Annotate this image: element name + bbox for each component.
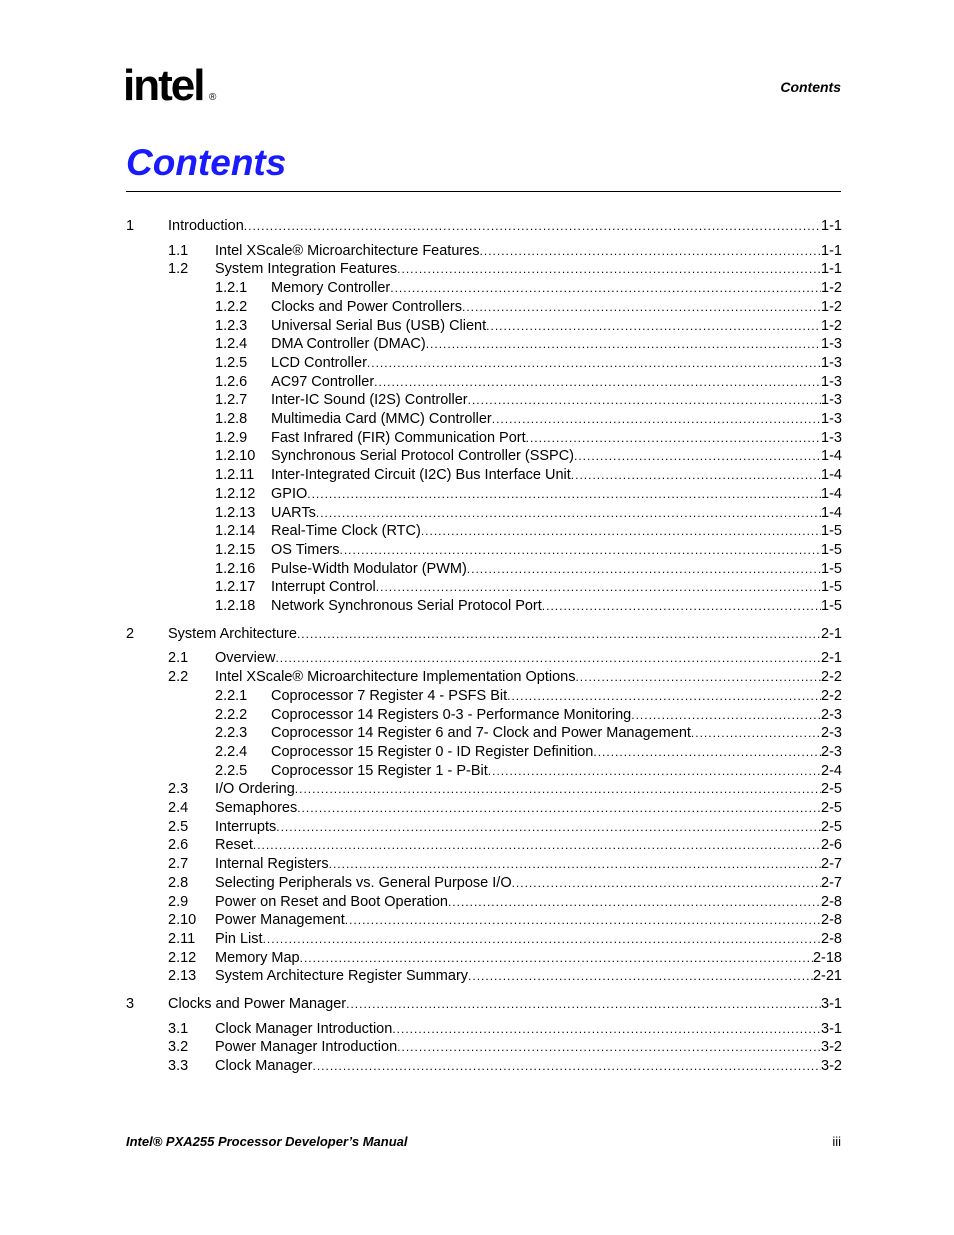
toc-entry: [271, 466, 842, 484]
toc-title: Intel XScale® Microarchitecture Features: [215, 242, 480, 259]
logo-registered-mark: ®: [209, 92, 217, 103]
toc-row[interactable]: [0, 799, 954, 817]
toc-title: Selecting Peripherals vs. General Purpose I/O: [215, 874, 512, 891]
toc-leader-dots: [421, 522, 821, 540]
toc-page-number: 3-2: [821, 1058, 842, 1075]
toc-title: Coprocessor 14 Register 6 and 7- Clock and Power Management: [271, 725, 691, 742]
toc-title: Introduction: [168, 218, 244, 234]
toc-section-number: 1.2.7: [215, 392, 248, 409]
toc-leader-dots: [462, 298, 821, 316]
toc-title: Interrupt Control: [271, 579, 376, 596]
toc-row[interactable]: [0, 541, 954, 559]
toc-row[interactable]: [0, 930, 954, 948]
toc-entry: [271, 485, 842, 503]
toc-entry: [215, 780, 842, 798]
toc-page-number: 1-2: [821, 280, 842, 297]
toc-title: Interrupts: [215, 818, 277, 835]
toc-page-number: 1-5: [821, 541, 842, 558]
toc-row[interactable]: [0, 893, 954, 911]
toc-page-number: 1-2: [821, 298, 842, 315]
toc-section-number: 2.2.3: [215, 725, 248, 742]
toc-entry: [215, 855, 842, 873]
toc-entry: [215, 649, 842, 667]
toc-entry: [271, 541, 842, 559]
toc-row[interactable]: [0, 1057, 954, 1075]
toc-title: Pulse-Width Modulator (PWM): [271, 560, 467, 577]
toc-page-number: 2-5: [821, 781, 842, 798]
toc-title: GPIO: [271, 485, 308, 502]
toc-page-number: 2-5: [821, 800, 842, 816]
toc-section-number: 2.2.5: [215, 762, 248, 779]
toc-entry: [271, 560, 842, 578]
toc-section-number: 2.9: [168, 893, 189, 910]
toc-entry: [271, 687, 842, 705]
toc-entry: [271, 597, 842, 615]
toc-entry: [271, 410, 842, 428]
toc-leader-dots: [329, 855, 821, 873]
toc-leader-dots: [390, 279, 821, 297]
toc-row[interactable]: [0, 780, 954, 798]
toc-title: Inter-Integrated Circuit (I2C) Bus Interface Unit: [271, 467, 571, 484]
toc-leader-dots: [571, 466, 821, 484]
toc-entry: [271, 504, 842, 522]
toc-leader-dots: [397, 260, 821, 278]
toc-page-number: 1-3: [821, 373, 842, 390]
toc-entry: [215, 1038, 842, 1056]
toc-section-number: 2.1: [168, 650, 189, 667]
toc-title: Coprocessor 15 Register 1 - P-Bit: [271, 762, 488, 779]
toc-leader-dots: [593, 743, 821, 761]
toc-entry: [215, 1020, 842, 1038]
toc-title: Synchronous Serial Protocol Controller (SSPC): [271, 448, 575, 465]
toc-section-number: 1.2.14: [215, 523, 256, 540]
toc-row[interactable]: [0, 298, 954, 316]
toc-entry: [215, 836, 842, 854]
toc-entry: [215, 930, 842, 948]
toc-entry: [215, 949, 842, 967]
toc-entry: [215, 818, 842, 836]
toc-section-number: 3.3: [168, 1058, 189, 1075]
page-title: Contents: [126, 142, 287, 183]
toc-title: Coprocessor 7 Register 4 - PSFS Bit: [271, 687, 508, 704]
toc-leader-dots: [526, 429, 821, 447]
toc-row[interactable]: [0, 1020, 954, 1038]
toc-row[interactable]: [0, 447, 954, 465]
toc-entry: [168, 995, 842, 1013]
toc-title: Power on Reset and Boot Operation: [215, 893, 448, 910]
toc-leader-dots: [467, 560, 821, 578]
toc-leader-dots: [345, 911, 821, 929]
toc-section-number: 1.2.9: [215, 429, 248, 446]
toc-row[interactable]: [0, 260, 954, 278]
toc-section-number: 2.2.2: [215, 706, 248, 723]
toc-row[interactable]: [0, 217, 954, 235]
toc-title: LCD Controller: [271, 354, 367, 371]
toc-page-number: 1-5: [821, 579, 842, 596]
toc-leader-dots: [691, 724, 821, 742]
toc-row[interactable]: [0, 724, 954, 742]
toc-section-number: 1.2.6: [215, 373, 248, 390]
toc-title: Fast Infrared (FIR) Communication Port: [271, 429, 526, 446]
toc-title: DMA Controller (DMAC): [271, 336, 426, 353]
toc-entry: [271, 743, 842, 761]
toc-leader-dots: [275, 649, 821, 667]
toc-row[interactable]: [0, 687, 954, 705]
toc-title: Multimedia Card (MMC) Controller: [271, 411, 492, 427]
toc-row[interactable]: [0, 373, 954, 391]
toc-entry: [271, 706, 842, 724]
toc-entry: [215, 260, 842, 278]
toc-section-number: 1.2.8: [215, 411, 248, 427]
toc-row[interactable]: [0, 855, 954, 873]
toc-leader-dots: [313, 1057, 822, 1075]
toc-row[interactable]: [0, 818, 954, 836]
toc-row[interactable]: [0, 485, 954, 503]
toc-row[interactable]: [0, 649, 954, 667]
toc-title: System Architecture Register Summary: [215, 968, 469, 985]
toc-section-number: 2.6: [168, 837, 189, 854]
toc-row[interactable]: [0, 522, 954, 540]
toc-page-number: 3-1: [821, 996, 842, 1012]
toc-row[interactable]: [0, 504, 954, 522]
toc-entry: [215, 911, 842, 929]
toc-title: Network Synchronous Serial Protocol Port: [271, 598, 542, 614]
toc-leader-dots: [480, 242, 821, 260]
toc-leader-dots: [448, 893, 821, 911]
toc-entry: [215, 799, 842, 817]
toc-section-number: 1.2: [168, 261, 189, 278]
toc-row[interactable]: [0, 911, 954, 929]
toc-page-number: 1-1: [821, 242, 842, 259]
toc-section-number: 1.1: [168, 242, 189, 259]
toc-leader-dots: [512, 874, 821, 892]
toc-row[interactable]: [0, 242, 954, 260]
toc-leader-dots: [339, 541, 821, 559]
toc-page-number: 1-5: [821, 560, 842, 577]
toc-title: Power Manager Introduction: [215, 1039, 398, 1056]
toc-entry: [215, 668, 842, 686]
toc-leader-dots: [367, 354, 821, 372]
toc-title: Internal Registers: [215, 856, 329, 873]
toc-entry: [271, 373, 842, 391]
toc-row[interactable]: [0, 317, 954, 335]
toc-title: Clocks and Power Controllers: [271, 298, 462, 315]
toc-entry: [271, 762, 842, 780]
toc-title: Real-Time Clock (RTC): [271, 523, 421, 540]
toc-section-number: 2.7: [168, 856, 189, 873]
toc-leader-dots: [276, 818, 821, 836]
toc-entry: [271, 429, 842, 447]
toc-section-number: 1: [126, 218, 135, 234]
toc-section-number: 1.2.12: [215, 485, 256, 502]
toc-title: System Architecture: [168, 625, 297, 642]
toc-section-number: 1.2.4: [215, 336, 248, 353]
toc-title: OS Timers: [271, 541, 340, 558]
toc-leader-dots: [295, 780, 821, 798]
running-header: Contents: [780, 79, 841, 95]
toc-page-number: 2-2: [821, 687, 842, 704]
toc-leader-dots: [574, 447, 821, 465]
toc-row[interactable]: [0, 279, 954, 297]
toc-entry: [168, 625, 842, 643]
toc-title: Pin List: [215, 930, 263, 947]
toc-section-number: 2.2.1: [215, 687, 248, 704]
toc-row[interactable]: [0, 429, 954, 447]
toc-section-number: 1.2.15: [215, 541, 256, 558]
toc-leader-dots: [426, 335, 821, 353]
toc-row[interactable]: [0, 743, 954, 761]
toc-title: Overview: [215, 650, 276, 667]
toc-row[interactable]: [0, 466, 954, 484]
footer-manual-title: Intel® PXA255 Processor Developer’s Manual: [126, 1134, 408, 1149]
toc-section-number: 2.13: [168, 968, 197, 985]
toc-leader-dots: [507, 687, 821, 705]
toc-page-number: 1-2: [821, 317, 842, 334]
toc-entry: [168, 217, 842, 235]
toc-entry: [271, 447, 842, 465]
toc-page-number: 1-4: [821, 467, 842, 484]
toc-title: Memory Controller: [271, 280, 391, 297]
toc-section-number: 1.2.16: [215, 560, 256, 577]
toc-section-number: 2.8: [168, 874, 189, 891]
toc-leader-dots: [346, 995, 821, 1013]
toc-entry: [271, 317, 842, 335]
toc-row[interactable]: [0, 335, 954, 353]
toc-leader-dots: [397, 1038, 821, 1056]
toc-entry: [271, 354, 842, 372]
toc-leader-dots: [376, 578, 821, 596]
toc-leader-dots: [575, 668, 821, 686]
toc-leader-dots: [392, 1020, 821, 1038]
toc-section-number: 3.1: [168, 1020, 189, 1037]
toc-page-number: 2-3: [821, 725, 842, 742]
toc-page-number: 2-5: [821, 818, 842, 835]
toc-title: Intel XScale® Microarchitecture Implementation Options: [215, 669, 576, 686]
toc-entry: [215, 874, 842, 892]
toc-section-number: 2.3: [168, 781, 189, 798]
toc-page-number: 2-6: [821, 837, 842, 854]
toc-section-number: 1.2.13: [215, 504, 256, 521]
toc-leader-dots: [297, 625, 821, 643]
toc-page-number: 2-3: [821, 743, 842, 760]
toc-title: UARTs: [271, 504, 316, 521]
toc-leader-dots: [492, 410, 821, 428]
toc-section-number: 1.2.5: [215, 354, 248, 371]
toc-title: AC97 Controller: [271, 373, 375, 390]
toc-row[interactable]: [0, 836, 954, 854]
toc-section-number: 3.2: [168, 1039, 189, 1056]
toc-row[interactable]: [0, 391, 954, 409]
logo-wordmark: intel: [123, 61, 204, 110]
toc-page-number: 2-18: [812, 949, 842, 966]
toc-row[interactable]: [0, 354, 954, 372]
toc-row[interactable]: [0, 995, 954, 1013]
toc-entry: [215, 1057, 842, 1075]
toc-page-number: 1-5: [821, 523, 842, 540]
toc-page-number: 2-7: [821, 856, 842, 873]
toc-row[interactable]: [0, 410, 954, 428]
toc-page-number: 3-1: [821, 1020, 842, 1037]
toc-leader-dots: [631, 706, 821, 724]
toc-leader-dots: [297, 799, 821, 817]
toc-title: Inter-IC Sound (I2S) Controller: [271, 392, 468, 409]
toc-title: System Integration Features: [215, 261, 398, 278]
toc-title: Power Management: [215, 912, 345, 929]
toc-entry: [271, 279, 842, 297]
toc-row[interactable]: [0, 762, 954, 780]
toc-row[interactable]: [0, 578, 954, 596]
toc-section-number: 2.11: [168, 930, 196, 947]
toc-entry: [271, 298, 842, 316]
toc-row[interactable]: [0, 874, 954, 892]
toc-title: Clock Manager Introduction: [215, 1020, 393, 1037]
toc-entry: [271, 724, 842, 742]
footer-page-number: iii: [832, 1134, 841, 1149]
toc-page-number: 1-4: [821, 504, 842, 521]
toc-leader-dots: [307, 485, 821, 503]
toc-page-number: 2-7: [821, 874, 842, 891]
toc-section-number: 2.10: [168, 912, 197, 929]
toc-title: Reset: [215, 837, 253, 854]
toc-section-number: 3: [126, 996, 135, 1012]
toc-leader-dots: [244, 217, 821, 235]
toc-page-number: 2-4: [821, 762, 842, 779]
toc-row[interactable]: [0, 949, 954, 967]
toc-section-number: 2.2: [168, 669, 189, 686]
toc-leader-dots: [486, 317, 821, 335]
toc-row[interactable]: [0, 668, 954, 686]
toc-section-number: 2.5: [168, 818, 189, 835]
toc-page-number: 1-4: [821, 485, 842, 502]
toc-section-number: 1.2.1: [215, 280, 248, 297]
toc-row[interactable]: [0, 1038, 954, 1056]
toc-entry: [271, 391, 842, 409]
toc-title: Memory Map: [215, 949, 300, 966]
toc-entry: [271, 578, 842, 596]
title-divider: [126, 191, 841, 192]
toc-leader-dots: [300, 949, 813, 967]
toc-title: Semaphores: [215, 800, 298, 816]
toc-page-number: 1-3: [821, 411, 842, 427]
toc-page-number: 2-1: [821, 625, 842, 642]
toc-leader-dots: [468, 967, 813, 985]
toc-page-number: 1-3: [821, 429, 842, 446]
toc-leader-dots: [374, 373, 821, 391]
toc-title: I/O Ordering: [215, 781, 295, 798]
intel-logo: [123, 58, 223, 118]
toc-page-number: 2-8: [821, 893, 842, 910]
toc-leader-dots: [488, 762, 821, 780]
toc-leader-dots: [542, 597, 821, 615]
toc-section-number: 1.2.18: [215, 598, 256, 614]
toc-page-number: 1-1: [821, 261, 842, 278]
toc-page-number: 2-3: [821, 706, 842, 723]
toc-page-number: 1-3: [821, 336, 842, 353]
toc-section-number: 2: [126, 625, 135, 642]
toc-title: Coprocessor 14 Registers 0-3 - Performance Monitoring: [271, 706, 632, 723]
toc-entry: [271, 335, 842, 353]
toc-section-number: 1.2.17: [215, 579, 256, 596]
toc-entry: [215, 242, 842, 260]
toc-page-number: 2-8: [821, 930, 842, 947]
toc-leader-dots: [468, 391, 821, 409]
toc-leader-dots: [316, 504, 821, 522]
toc-row[interactable]: [0, 967, 954, 985]
toc-leader-dots: [263, 930, 821, 948]
toc-entry: [215, 967, 842, 985]
toc-entry: [215, 893, 842, 911]
toc-section-number: 1.2.2: [215, 298, 248, 315]
toc-page-number: 1-1: [821, 218, 842, 234]
toc-row[interactable]: [0, 597, 954, 615]
toc-page-number: 2-2: [821, 669, 842, 686]
toc-page-number: 1-4: [821, 448, 842, 465]
toc-title: Clock Manager: [215, 1058, 313, 1075]
toc-page-number: 2-8: [821, 912, 842, 929]
toc-entry: [271, 522, 842, 540]
toc-page-number: 3-2: [821, 1039, 842, 1056]
toc-section-number: 2.4: [168, 800, 189, 816]
toc-page-number: 2-21: [812, 968, 842, 985]
toc-row[interactable]: [0, 706, 954, 724]
toc-section-number: 2.12: [168, 949, 197, 966]
toc-title: Clocks and Power Manager: [168, 996, 347, 1012]
toc-row[interactable]: [0, 560, 954, 578]
toc-page-number: 2-1: [821, 650, 842, 667]
toc-section-number: 2.2.4: [215, 743, 248, 760]
toc-section-number: 1.2.3: [215, 317, 248, 334]
toc-page-number: 1-5: [821, 598, 842, 614]
toc-title: Coprocessor 15 Register 0 - ID Register Definition: [271, 743, 594, 760]
toc-page-number: 1-3: [821, 354, 842, 371]
toc-row[interactable]: [0, 625, 954, 643]
toc-section-number: 1.2.10: [215, 448, 256, 465]
toc-section-number: 1.2.11: [215, 467, 255, 484]
toc-leader-dots: [253, 836, 821, 854]
toc-page-number: 1-3: [821, 392, 842, 409]
toc-title: Universal Serial Bus (USB) Client: [271, 317, 487, 334]
